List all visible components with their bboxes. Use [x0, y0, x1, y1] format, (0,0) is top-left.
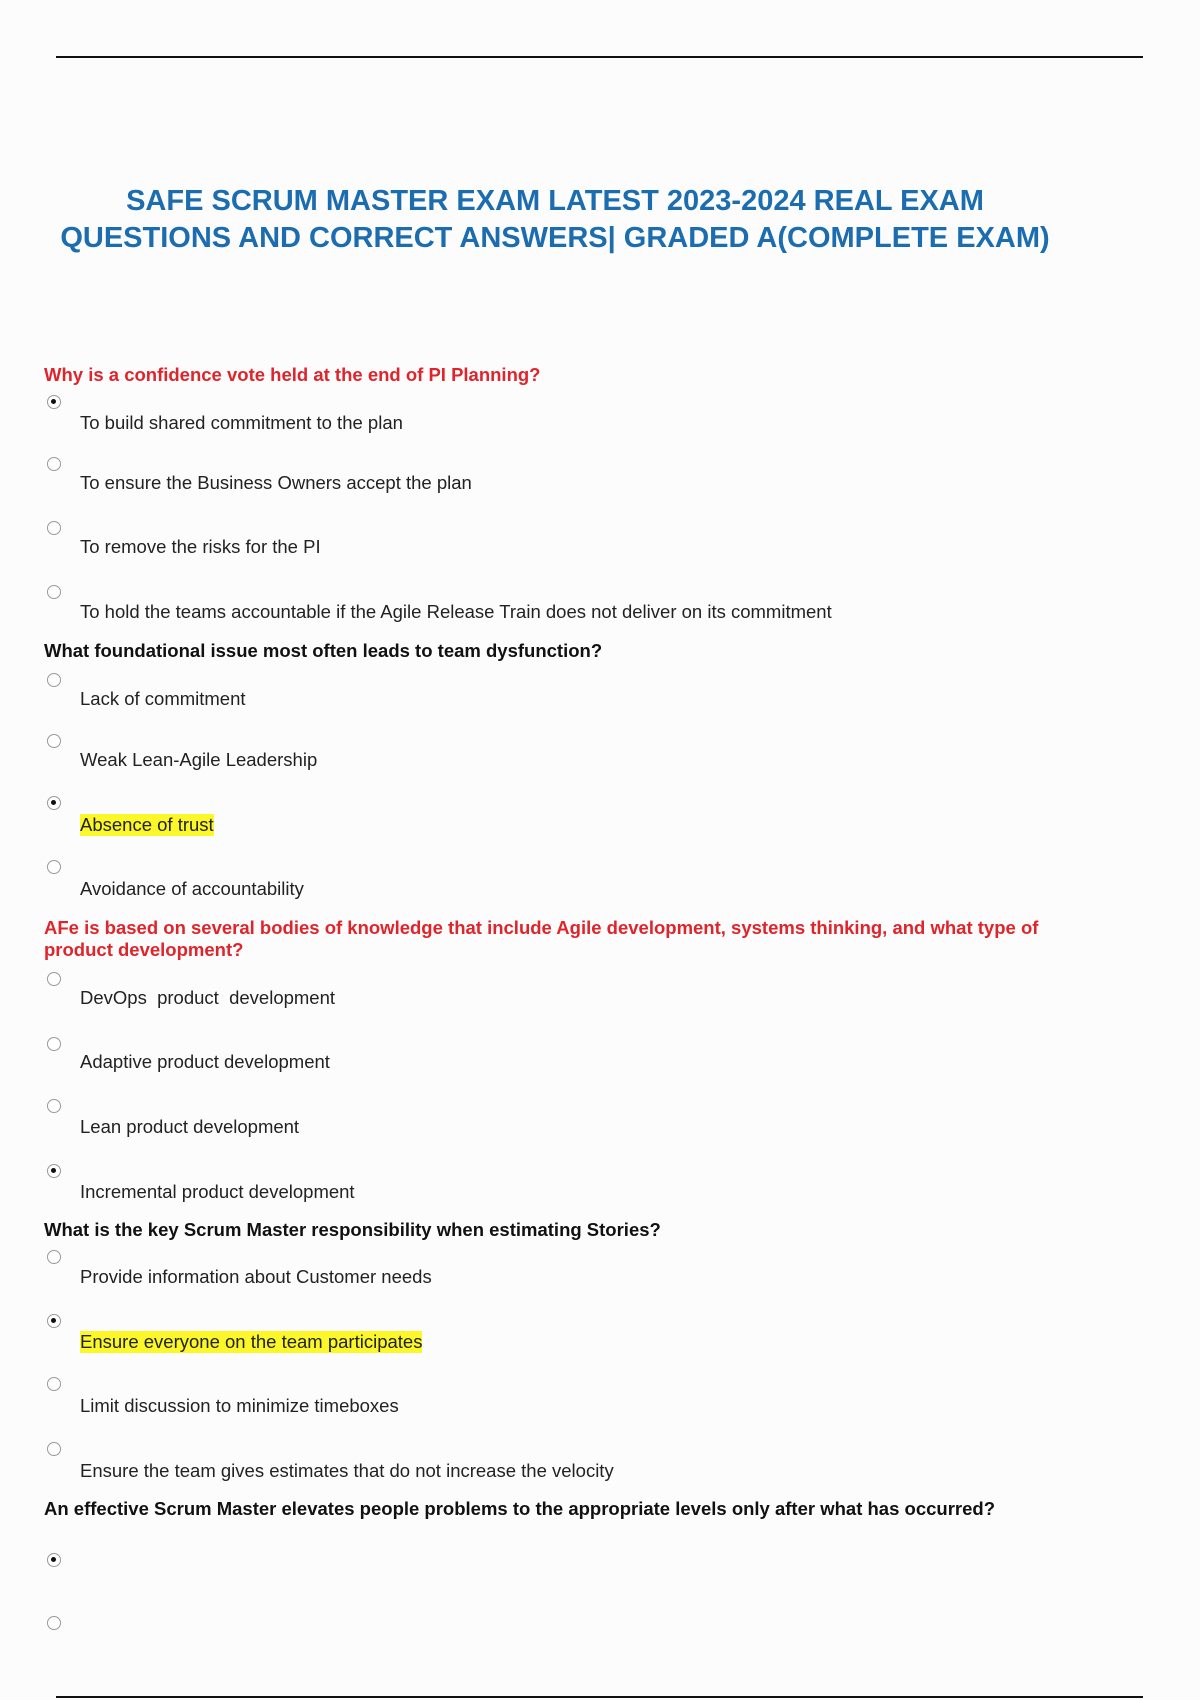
top-rule	[56, 56, 1143, 58]
radio-q5-b[interactable]	[47, 1616, 61, 1630]
radio-q1-a[interactable]	[47, 395, 61, 409]
option-q1-c: To remove the risks for the PI	[80, 536, 321, 557]
question-1: Why is a confidence vote held at the end of PI Planning?	[44, 364, 541, 385]
radio-q2-a[interactable]	[47, 673, 61, 687]
option-q4-b-highlighted: Ensure everyone on the team participates	[80, 1331, 423, 1352]
option-q3-a: DevOps product development	[80, 987, 336, 1008]
question-4: What is the key Scrum Master responsibility when estimating Stories?	[44, 1219, 661, 1240]
radio-q1-d[interactable]	[47, 585, 61, 599]
option-q2-c-highlighted: Absence of trust	[80, 814, 214, 835]
radio-q1-c[interactable]	[47, 521, 61, 535]
radio-q4-a[interactable]	[47, 1250, 61, 1264]
radio-q4-c[interactable]	[47, 1377, 61, 1391]
radio-q4-d[interactable]	[47, 1442, 61, 1456]
option-q2-d: Avoidance of accountability	[80, 878, 304, 899]
question-5: An effective Scrum Master elevates people problems to the appropriate levels only after what has occurred?	[44, 1498, 995, 1519]
radio-q2-d[interactable]	[47, 860, 61, 874]
option-q2-a: Lack of commitment	[80, 688, 246, 709]
radio-q3-d[interactable]	[47, 1164, 61, 1178]
radio-q3-c[interactable]	[47, 1099, 61, 1113]
option-q1-d: To hold the teams accountable if the Agile Release Train does not deliver on its commitment	[80, 601, 832, 622]
option-q3-c: Lean product development	[80, 1116, 300, 1137]
option-q4-d: Ensure the team gives estimates that do not increase the velocity	[80, 1460, 614, 1481]
radio-q5-a[interactable]	[47, 1553, 61, 1567]
radio-q3-a[interactable]	[47, 972, 61, 986]
option-q1-b: To ensure the Business Owners accept the plan	[80, 472, 472, 493]
radio-q2-c[interactable]	[47, 796, 61, 810]
option-q3-b: Adaptive product development	[80, 1051, 330, 1072]
option-q4-a: Provide information about Customer needs	[80, 1266, 432, 1287]
option-q1-a: To build shared commitment to the plan	[80, 412, 403, 433]
document-title: SAFE SCRUM MASTER EXAM LATEST 2023-2024 REAL EXAM QUESTIONS AND CORRECT ANSWERS| GRADED A(COMPLETE EXAM)	[60, 185, 1050, 254]
bottom-rule	[56, 1696, 1143, 1698]
option-q2-b: Weak Lean-Agile Leadership	[80, 749, 318, 770]
radio-q4-b[interactable]	[47, 1314, 61, 1328]
question-2: What foundational issue most often leads to team dysfunction?	[44, 640, 603, 661]
option-q3-d: Incremental product development	[80, 1181, 355, 1202]
question-3: AFe is based on several bodies of knowledge that include Agile development, systems thinking, and what type of product development?	[44, 917, 1039, 960]
radio-q2-b[interactable]	[47, 734, 61, 748]
radio-q3-b[interactable]	[47, 1037, 61, 1051]
option-q4-c: Limit discussion to minimize timeboxes	[80, 1395, 399, 1416]
radio-q1-b[interactable]	[47, 457, 61, 471]
